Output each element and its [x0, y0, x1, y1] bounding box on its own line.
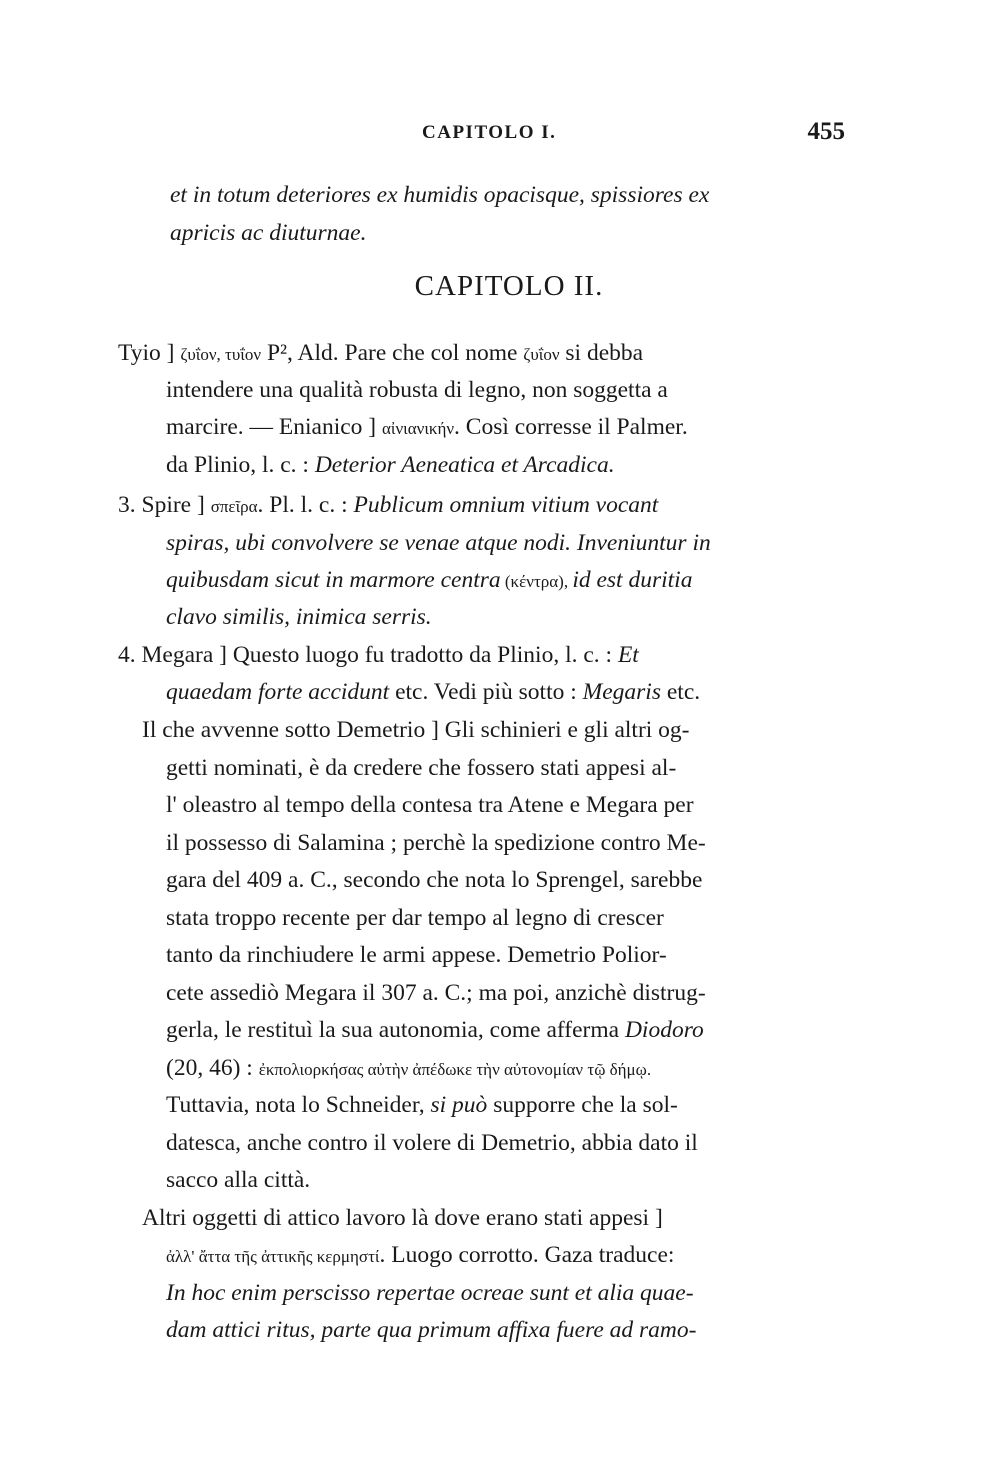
note-spire-line-1 [118, 490, 658, 522]
note-text: etc. [660, 679, 701, 705]
note-demetrio-line-5: gara del 409 a. C., secondo che nota lo Sprengel, sarebbe [166, 867, 703, 893]
note-demetrio-line-6: stata troppo recente per dar tempo al legno di crescer [166, 905, 664, 931]
note-spire-line-4: clavo similis, inimica serris. [166, 604, 432, 630]
note-text: Tyio ] [118, 340, 181, 366]
note-demetrio-line-1: Il che avvenne sotto Demetrio ] Gli schinieri e gli altri og- [142, 717, 690, 743]
note-text: Tuttavia, nota lo Schneider, [166, 1092, 431, 1118]
note-text: . Luogo corrotto. Gaza traduce: [379, 1242, 675, 1268]
note-spire-line-2: spiras, ubi convolvere se venae atque nodi. Inveniuntur in [166, 530, 711, 556]
note-text: P², Ald. Pare che col nome [261, 340, 524, 366]
note-text: . Pl. l. c. : [257, 492, 354, 518]
note-demetrio-line-9 [166, 1015, 704, 1045]
note-tyio-line-4 [166, 450, 615, 480]
page-number: 455 [807, 118, 845, 145]
running-head: CAPITOLO I. [422, 122, 557, 143]
note-tyio-line-3 [166, 412, 688, 444]
note-altri-line-3: In hoc enim perscisso repertae ocreae sunt et alia quae- [166, 1280, 694, 1306]
intro-line-2: apricis ac diuturnae. [170, 220, 367, 246]
chapter-title: CAPITOLO II. [414, 270, 604, 302]
latin-quote: Deterior Aeneatica et Arcadica. [314, 452, 615, 478]
note-tyio-line-2: intendere una qualità robusta di legno, non soggetta a [166, 377, 668, 403]
note-text: supporre che la sol- [487, 1092, 678, 1118]
intro-line-1: et in totum deteriores ex humidis opacisque, spissiores ex [170, 182, 710, 208]
latin-quote: quaedam forte accidunt [166, 679, 390, 705]
note-demetrio-line-7: tanto da rinchiudere le armi appese. Demetrio Polior- [166, 942, 667, 968]
latin-quote: quibusdam sicut in marmore centra [166, 567, 501, 593]
greek-text: ἐκπολιορκήσας αὐτὴν ἀπέδωκε τὴν αὐτονομίαν τῷ δήμῳ. [258, 1060, 652, 1079]
note-text: 4. Megara ] Questo luogo fu tradotto da Plinio, l. c. : [118, 642, 618, 668]
greek-text: ἀλλ' ἄττα τῆς ἀττικῆς κερμηστί [166, 1247, 380, 1266]
author-name: Diodoro [624, 1017, 704, 1043]
note-spire-line-3 [166, 565, 692, 597]
note-text: etc. Vedi più sotto : [389, 679, 583, 705]
latin-quote: id est duritia [572, 567, 693, 593]
note-text: 3. Spire ] [118, 492, 211, 518]
note-altri-line-2 [166, 1240, 674, 1272]
greek-text: αἰνιανικήν [381, 419, 455, 438]
note-text: marcire. — Enianico ] [166, 414, 382, 440]
note-altri-line-1: Altri oggetti di attico lavoro là dove erano stati appesi ] [142, 1205, 663, 1231]
note-text: . Così corresse il Palmer. [454, 414, 688, 440]
greek-text: ζυΐον, τυΐον [180, 345, 262, 364]
greek-text: ζυΐον [523, 345, 560, 364]
latin-quote: Megaris [582, 679, 661, 705]
greek-text: σπεῖρα [210, 497, 258, 516]
note-text: gerla, le restituì la sua autonomia, come afferma [166, 1017, 625, 1043]
note-altri-line-4: dam attici ritus, parte qua primum affixa fuere ad ramo- [166, 1317, 697, 1343]
greek-text: (κέντρα), [500, 572, 573, 591]
italic-text: si può [430, 1092, 488, 1118]
note-demetrio-line-4: il possesso di Salamina ; perchè la spedizione contro Me- [166, 830, 706, 856]
note-demetrio-line-12: datesca, anche contro il volere di Demetrio, abbia dato il [166, 1130, 698, 1156]
note-megara-line-1 [118, 640, 639, 670]
note-demetrio-line-13: sacco alla città. [166, 1167, 311, 1193]
note-text: (20, 46) : [166, 1055, 259, 1081]
latin-quote: Publicum omnium vitium vocant [353, 492, 659, 518]
note-text: da Plinio, l. c. : [166, 452, 315, 478]
note-demetrio-line-11 [166, 1090, 678, 1120]
note-megara-line-2 [166, 677, 700, 707]
note-tyio-line-1 [118, 338, 643, 370]
note-demetrio-line-8: cete assediò Megara il 307 a. C.; ma poi, anzichè distrug- [166, 980, 706, 1006]
latin-quote: Et [617, 642, 639, 668]
note-text: si debba [559, 340, 644, 366]
note-demetrio-line-10 [166, 1053, 651, 1085]
note-demetrio-line-2: getti nominati, è da credere che fossero stati appesi al- [166, 755, 677, 781]
note-demetrio-line-3: l' oleastro al tempo della contesa tra Atene e Megara per [166, 792, 694, 818]
page-header [145, 118, 845, 148]
